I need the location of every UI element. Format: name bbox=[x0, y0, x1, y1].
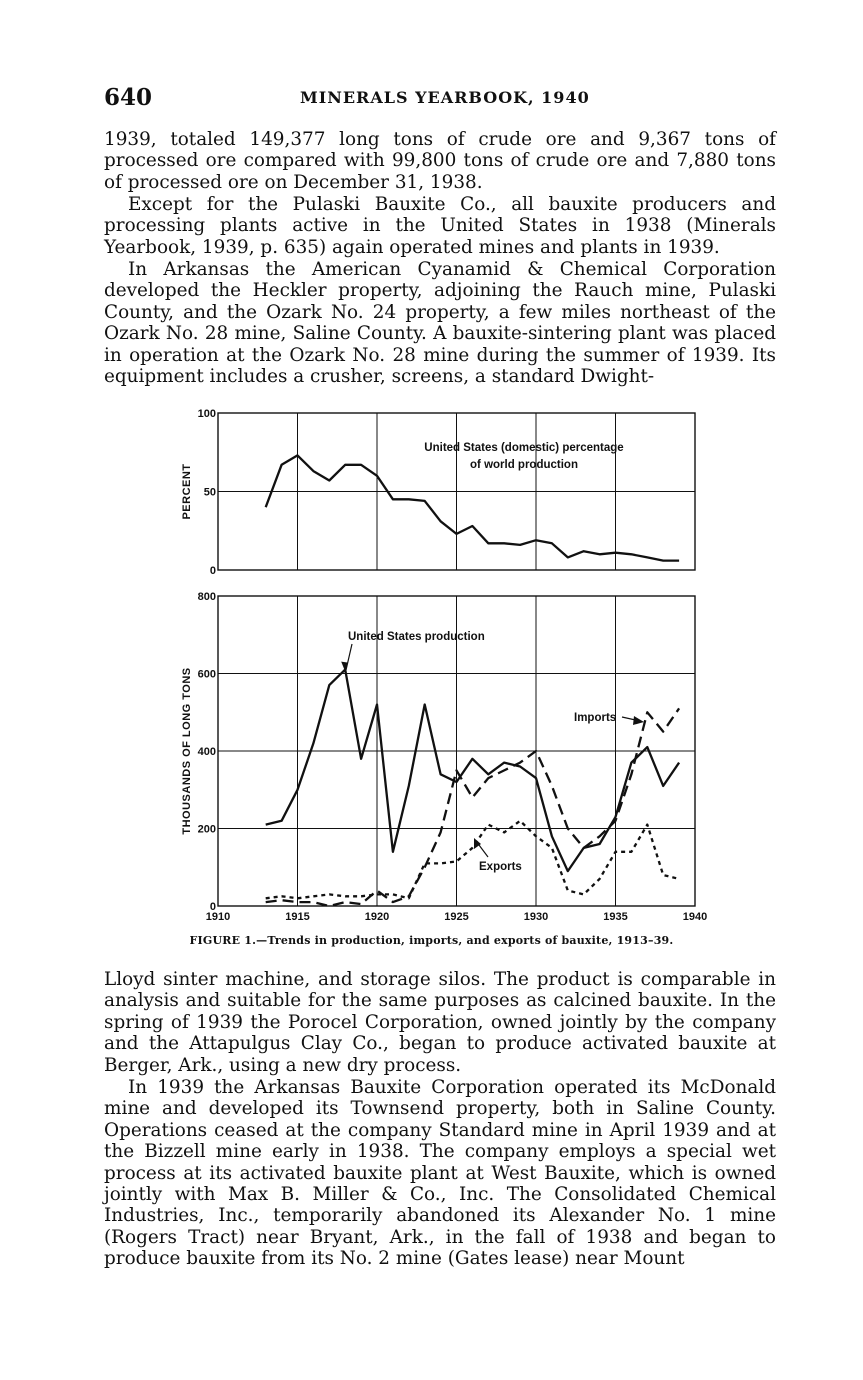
running-head: MINERALS YEARBOOK, 1940 bbox=[300, 88, 590, 107]
chart-2-ytick-label: 200 bbox=[197, 823, 216, 836]
series-label-us-percentage: of world production bbox=[470, 459, 578, 471]
paragraph-4: Lloyd sinter machine, and storage silos. The product is comparable in analysis and suitable for the same purposes as calcined bauxite. In the spring of 1939 the Porocel Corporation, owned jointly by the company and the Attapulgus Clay Co., began to produce activated bauxite at Berger, Ark., using a new dry process. bbox=[104, 969, 776, 1076]
chart-xtick-label: 1925 bbox=[444, 911, 469, 923]
chart-2-ylabel: THOUSANDS OF LONG TONS bbox=[181, 667, 193, 835]
paragraph-5: In 1939 the Arkansas Bauxite Corporation operated its McDonald mine and developed its Townsend property, both in Saline County. Operations ceased at the company Standard mine in April 1939 and at the Bizzell mine early in 1938. The company employs a special wet process at its activated bauxite plant at West Bauxite, which is owned jointly with Max B. Miller & Co., Inc. The Consolidated Chemical Industries, Inc., temporarily abandoned its Alexander No. 1 mine (Rogers Tract) near Bryant, Ark., in the fall of 1938 and began to produce bauxite from its No. 2 mine (Gates lease) near Mount bbox=[104, 1077, 776, 1270]
bauxite-trends-figure bbox=[170, 398, 710, 923]
series-label-us-percentage: United States (domestic) percentage bbox=[424, 442, 624, 454]
chart-xtick-label: 1920 bbox=[364, 911, 390, 923]
chart-2-ytick-label: 600 bbox=[197, 668, 216, 681]
series-line-imports bbox=[266, 708, 679, 906]
chart-xtick-label: 1935 bbox=[603, 911, 628, 923]
paragraph-2: Except for the Pulaski Bauxite Co., all bauxite producers and processing plants active in the United States in 1938 (Minerals Yearbook, 1939, p. 635) again operated mines and plants in 1939. bbox=[104, 194, 776, 258]
chart-1-ytick-label: 0 bbox=[209, 565, 216, 577]
chart-2-ytick-label: 0 bbox=[209, 901, 216, 913]
chart-1-ytick-label: 50 bbox=[203, 486, 216, 499]
chart-xtick-label: 1930 bbox=[523, 911, 549, 923]
series-line-exports bbox=[266, 821, 679, 899]
paragraph-3: In Arkansas the American Cyanamid & Chemical Corporation developed the Heckler property, adjoining the Rauch mine, Pulaski County, and the Ozark No. 24 property, a few miles northeast of the Ozark No. 28 mine, Saline County. A bauxite-sintering plant was placed in operation at the Ozark No. 28 mine during the summer of 1939. Its equipment includes a crusher, screens, a standard Dwight- bbox=[104, 259, 776, 388]
chart-2-ytick-label: 800 bbox=[197, 591, 216, 603]
series-label-imports-arrowhead bbox=[633, 716, 644, 725]
bauxite-trends-chart bbox=[170, 398, 710, 923]
series-line-united-states-domestic-percentage-of-world-production bbox=[266, 455, 679, 560]
chart-2-ytick-label: 400 bbox=[197, 746, 216, 758]
chart-1-ytick-label: 100 bbox=[197, 408, 216, 420]
series-label-exports: Exports bbox=[479, 861, 522, 873]
chart-xtick-label: 1940 bbox=[682, 911, 708, 923]
series-label-exports-arrowhead bbox=[474, 838, 481, 849]
chart-xtick-label: 1915 bbox=[285, 911, 310, 923]
series-line-united-states-production bbox=[266, 670, 679, 872]
figure-caption: FIGURE 1.—Trends in production, imports, and exports of bauxite, 1913–39. bbox=[189, 934, 674, 947]
chart-xtick-label: 1910 bbox=[205, 911, 231, 923]
page-number: 640 bbox=[104, 84, 153, 111]
series-label-us-production: United States production bbox=[348, 631, 485, 643]
paragraph-1: 1939, totaled 149,377 long tons of crude ore and 9,367 tons of processed ore compared with 99,800 tons of crude ore and 7,880 tons of processed ore on December 31, 1938. bbox=[104, 129, 776, 193]
series-label-imports: Imports bbox=[574, 712, 617, 724]
series-label-us-production-pointer bbox=[345, 644, 352, 674]
chart-1-ylabel: PERCENT bbox=[181, 463, 193, 520]
